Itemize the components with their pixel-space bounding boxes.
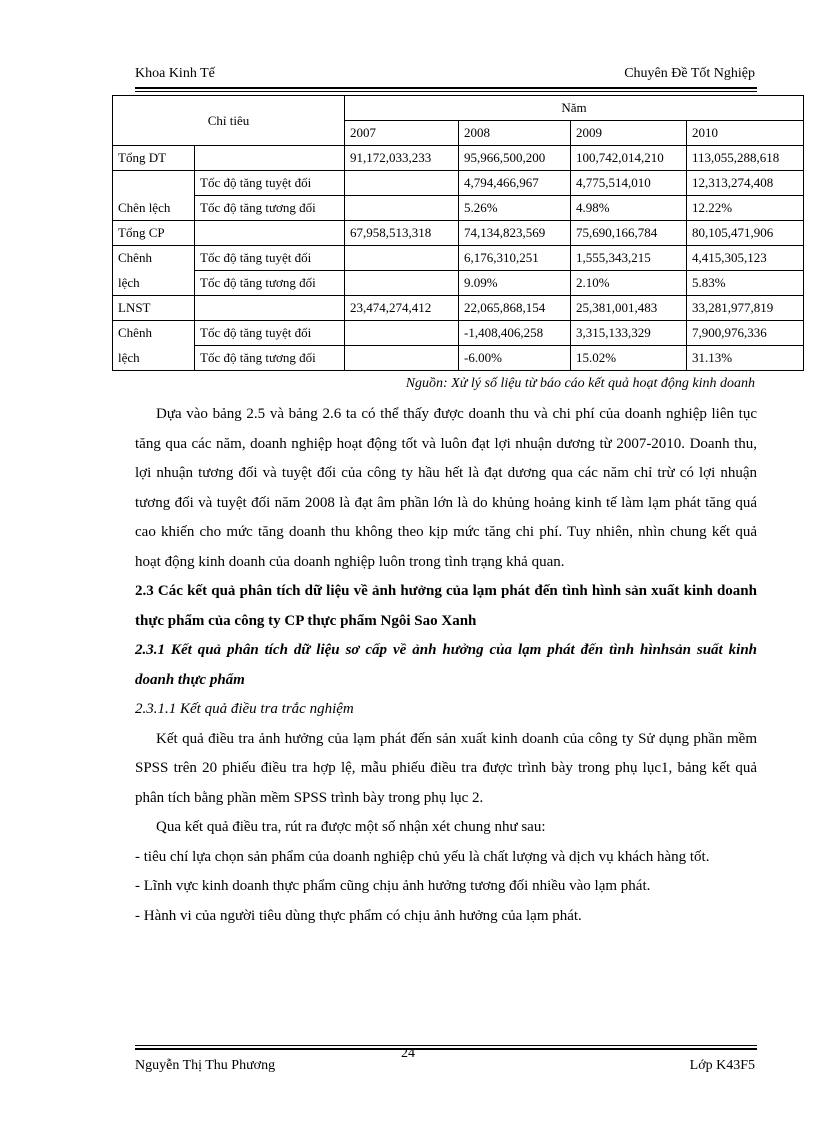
row-label: Tốc độ tăng tuyệt đối [195,246,345,271]
cell: 113,055,288,618 [687,146,804,171]
cell: 6,176,310,251 [459,246,571,271]
cell: 7,900,976,336 [687,321,804,346]
cell: 67,958,513,318 [345,221,459,246]
row-group: Chên lệch [113,171,195,221]
row-group: Chênh [113,321,195,346]
paragraph: Qua kết quả điều tra, rút ra được một số nhận xét chung như sau: [156,819,546,835]
cell: -6.00% [459,346,571,371]
table-row [113,346,804,371]
footer-class: Lớp K43F5 [689,1058,755,1073]
year-2008: 2008 [459,121,571,146]
cell: 9.09% [459,271,571,296]
row-label: Tốc độ tăng tương đối [195,346,345,371]
cell [345,271,459,296]
row-group: Chênh [113,246,195,271]
row-group: lệch [113,271,195,296]
row-label: LNST [113,296,195,321]
subsubsection-heading: 2.3.1.1 Kết quả điều tra trắc nghiệm [135,701,354,717]
cell: 23,474,274,412 [345,296,459,321]
year-2007: 2007 [345,121,459,146]
header-nam: Năm [345,96,804,121]
row-group: lệch [113,346,195,371]
list-item: - Hành vi của người tiêu dùng thực phẩm có chịu ảnh hưởng của lạm phát. [135,907,582,924]
table-row [113,246,804,271]
cell: 91,172,033,233 [345,146,459,171]
header-doc-type: Chuyên Đề Tốt Nghiệp [624,66,755,81]
cell: 33,281,977,819 [687,296,804,321]
cell: 2.10% [571,271,687,296]
subsection-heading: 2.3.1 Kết quả phân tích dữ liệu sơ cấp về ảnh hưởng của lạm phát đến tình hìnhsản suất kinh doanh thực phẩm [135,642,757,688]
cell: 4.98% [571,196,687,221]
year-2009: 2009 [571,121,687,146]
table-row [113,221,804,246]
cell [345,346,459,371]
cell: 80,105,471,906 [687,221,804,246]
section-heading: 2.3 Các kết quả phân tích dữ liệu về ảnh hưởng của lạm phát đến tình hình sản xuất kinh doanh thực phẩm của công ty CP thực phẩm Ngôi Sao Xanh [135,583,757,629]
cell: 5.83% [687,271,804,296]
cell: 31.13% [687,346,804,371]
table-row [113,271,804,296]
financial-table [112,95,804,371]
cell: 75,690,166,784 [571,221,687,246]
cell: 74,134,823,569 [459,221,571,246]
page-number: 24 [401,1046,415,1061]
page-header [135,66,755,86]
footer-author: Nguyễn Thị Thu Phương [135,1058,276,1073]
cell: 4,415,305,123 [687,246,804,271]
cell [345,321,459,346]
list-item: - tiêu chí lựa chọn sản phẩm của doanh nghiệp chủ yếu là chất lượng và dịch vụ khách hàng tốt. [135,848,710,865]
cell: 22,065,868,154 [459,296,571,321]
paragraph: Dựa vào bảng 2.5 và bảng 2.6 ta có thể thấy được doanh thu và chi phí của doanh nghiệp liên tục tăng qua các năm, doanh nghiệp hoạt động tốt và luôn đạt lợi nhuận dương từ 2007-2010. Doanh thu, lợi nhuận tương đối và tuyệt đối của công ty hầu hết là đạt dương qua các năm chỉ trừ có lợi nhuận tương đối và tuyệt đối năm 2008 là đạt âm phần lớn là do khủng hoảng kinh tế làm lạm phát tăng quá cao khiến cho mức tăng doanh thu không theo kịp mức tăng chi phí. Tuy nhiên, nhìn chung kết quả hoạt động kinh doanh của doanh nghiệp luôn trong tình trạng khả quan. [135,406,757,570]
cell: 25,381,001,483 [571,296,687,321]
header-faculty: Khoa Kinh Tế [135,66,215,81]
cell: -1,408,406,258 [459,321,571,346]
cell [345,171,459,196]
cell: 12,313,274,408 [687,171,804,196]
row-label: Tốc độ tăng tuyệt đối [195,171,345,196]
row-label: Tốc độ tăng tuyệt đối [195,321,345,346]
body-text [135,400,757,931]
table-row [113,146,804,171]
cell: 4,794,466,967 [459,171,571,196]
table-row [113,196,804,221]
paragraph: Kết quả điều tra ảnh hưởng của lạm phát đến sản xuất kinh doanh của công ty Sử dụng phần mềm SPSS trên 20 phiếu điều tra hợp lệ, mẫu phiếu điều tra được trình bày trong phụ lục1, bảng kết quả phân tích bằng phần mềm SPSS trình bày trong phụ lục 2. [135,730,757,806]
year-2010: 2010 [687,121,804,146]
cell: 4,775,514,010 [571,171,687,196]
table-row [113,296,804,321]
table-row [113,171,804,196]
cell: 3,315,133,329 [571,321,687,346]
row-label: Tốc độ tăng tương đối [195,196,345,221]
table-source: Nguồn: Xử lý số liệu từ báo cáo kết quả hoạt động kinh doanh [405,376,755,391]
cell: 12.22% [687,196,804,221]
cell [345,246,459,271]
header-chi-tieu: Chỉ tiêu [113,96,345,146]
cell: 1,555,343,215 [571,246,687,271]
header-rule-thin [135,91,757,92]
cell [345,196,459,221]
cell: 100,742,014,210 [571,146,687,171]
cell: 15.02% [571,346,687,371]
list-item: - Lĩnh vực kinh doanh thực phẩm cũng chịu ảnh hưởng tương đối nhiều vào lạm phát. [135,878,651,894]
row-label: Tổng CP [113,221,195,246]
row-label: Tổng DT [113,146,195,171]
cell: 95,966,500,200 [459,146,571,171]
table-row [113,321,804,346]
header-rule [135,87,757,89]
row-label: Tốc độ tăng tương đối [195,271,345,296]
cell: 5.26% [459,196,571,221]
